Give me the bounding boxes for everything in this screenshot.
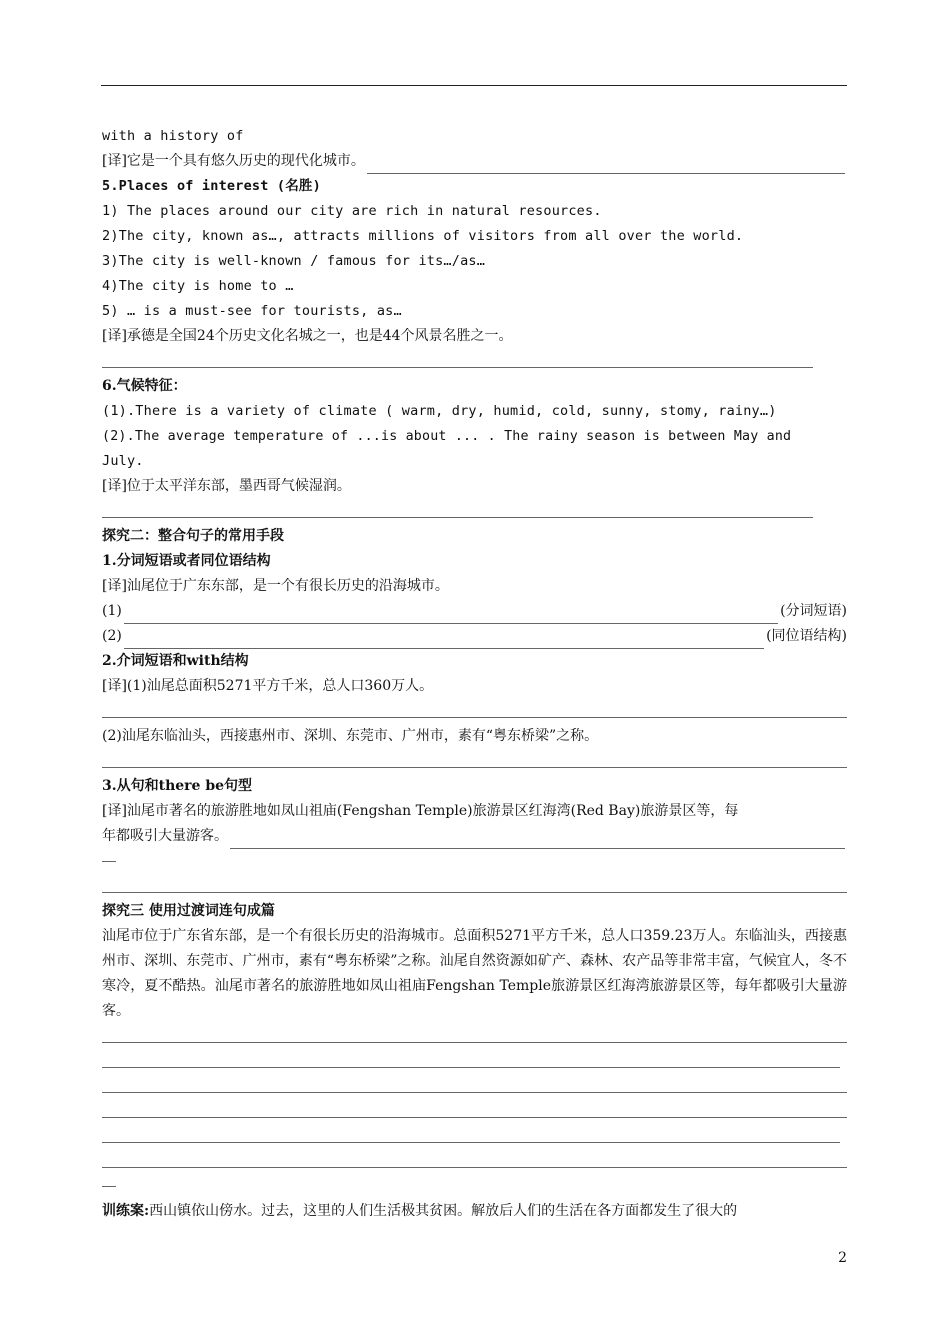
answer-line[interactable]	[102, 499, 847, 524]
subsection-title: 2.介词短语和with结构	[102, 653, 249, 669]
text-line: 2)The city, known as…, attracts millions of visitors from all over the world.	[102, 228, 744, 244]
answer-row	[102, 624, 847, 649]
training-text: 西山镇依山傍水。过去，这里的人们生活极其贫困。解放后人们的生活在各方面都发生了很大的	[149, 1203, 738, 1219]
prompt-text: 年都吸引大量游客。	[102, 828, 228, 844]
page-number: 2	[838, 1250, 847, 1266]
translation-prompt: [译]汕尾位于广东东部，是一个有很长历史的沿海城市。	[102, 578, 449, 594]
translation-prompt: [译]位于太平洋东部，墨西哥气候湿润。	[102, 478, 351, 494]
content	[102, 124, 847, 1224]
answer-blank[interactable]	[230, 832, 845, 849]
answer-line[interactable]	[102, 349, 847, 374]
answer-line[interactable]	[102, 1024, 847, 1049]
answer-blank[interactable]	[124, 632, 764, 649]
text-line: 5) … is a must-see for tourists, as…	[102, 303, 402, 319]
answer-line[interactable]	[102, 874, 847, 899]
section-title: 6.气候特征：	[102, 378, 187, 394]
text-line: 4)The city is home to …	[102, 278, 294, 294]
text-line: 1) The places around our city are rich in natural resources.	[102, 203, 602, 219]
answer-line[interactable]	[102, 1099, 847, 1124]
translation-line	[102, 149, 847, 174]
header-rule	[101, 85, 847, 86]
translation-prompt: [译]承德是全国24个历史文化名城之一，也是44个风景名胜之一。	[102, 328, 513, 344]
answer-continuation	[102, 1174, 847, 1199]
answer-line[interactable]	[102, 1074, 847, 1099]
answer-line[interactable]	[102, 1149, 847, 1174]
source-paragraph: 汕尾市位于广东省东部，是一个有很长历史的沿海城市。总面积5271平方千米，总人口359.23万人。东临汕头，西接惠州市、深圳、东莞市、广州市，素有“粤东桥梁”之称。汕尾自然资源如矿产、森林、农产品等非常丰富，气候宜人，冬不寒冷，夏不酷热。汕尾市著名的旅游胜地如凤山祖庙Fengshan Temple旅游景区红海湾旅游景区等，每年都吸引大量游客。	[102, 928, 847, 1019]
text-line: (2).The average temperature of ...is about ... . The rainy season is between May and	[102, 429, 792, 444]
answer-index: (1)	[102, 603, 122, 619]
answer-hint: (同位语结构)	[766, 628, 847, 644]
text-line: July.	[102, 453, 144, 469]
subsection-title: 3.从句和there be句型	[102, 778, 253, 794]
answer-line[interactable]	[102, 749, 847, 774]
exploration-title: 探究二：整合句子的常用手段	[102, 528, 284, 544]
answer-line[interactable]	[102, 699, 847, 724]
answer-hint: (分词短语)	[780, 603, 847, 619]
translation-prompt: [译](1)汕尾总面积5271平方千米，总人口360万人。	[102, 678, 434, 694]
exploration-title: 探究三 使用过渡词连句成篇	[102, 903, 275, 919]
training-line	[102, 1199, 847, 1224]
section-title: 5.Places of interest (名胜)	[102, 178, 321, 194]
translation-prompt: (2)汕尾东临汕头，西接惠州市、深圳、东莞市、广州市，素有“粤东桥梁”之称。	[102, 728, 599, 744]
text-line: 3)The city is well-known / famous for its…/as…	[102, 253, 486, 269]
answer-continuation	[102, 849, 847, 874]
translation-line	[102, 824, 847, 849]
text-line: (1).There is a variety of climate ( warm, dry, humid, cold, sunny, stomy, rainy…)	[102, 403, 777, 419]
answer-blank[interactable]	[367, 157, 845, 174]
text-line: with a history of	[102, 128, 244, 144]
answer-blank[interactable]	[124, 607, 778, 624]
subsection-title: 1.分词短语或者同位语结构	[102, 553, 271, 569]
answer-line[interactable]	[102, 1124, 847, 1149]
answer-line[interactable]	[102, 1049, 847, 1074]
answer-row	[102, 599, 847, 624]
prompt-text: [译]它是一个具有悠久历史的现代化城市。	[102, 153, 365, 169]
training-label: 训练案:	[102, 1203, 150, 1219]
answer-index: (2)	[102, 628, 122, 644]
translation-prompt: [译]汕尾市著名的旅游胜地如凤山祖庙(Fengshan Temple)旅游景区红海湾(Red Bay)旅游景区等，每	[102, 803, 739, 819]
